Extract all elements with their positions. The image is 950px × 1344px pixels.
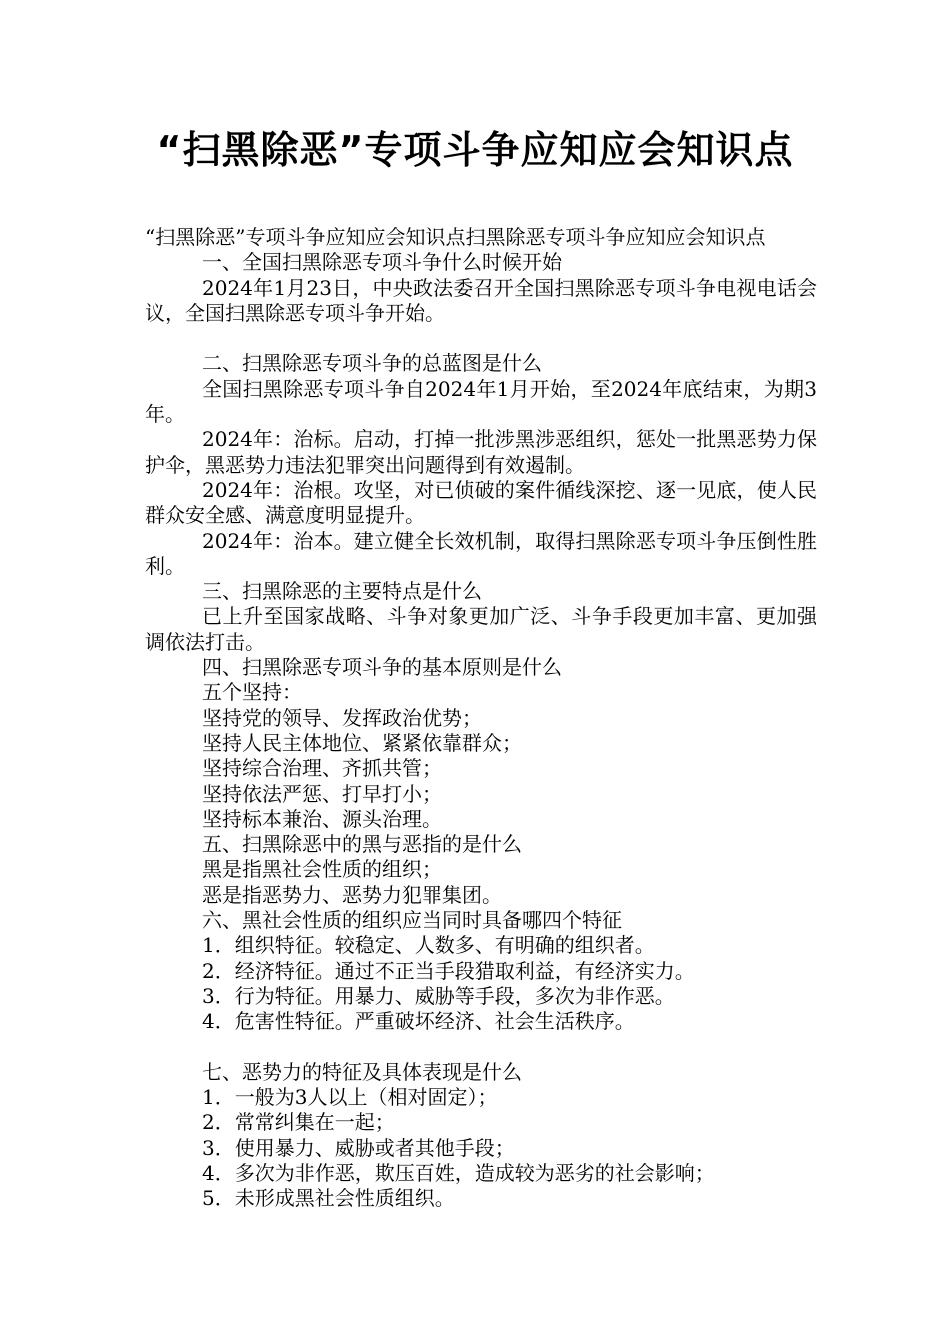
principle-item: 坚持标本兼治、源头治理。	[202, 806, 442, 831]
section-2-text: 全国扫黑除恶专项斗争自2024年1月开始，至2024年底结束，为期3年。	[145, 376, 817, 427]
section-3-text: 已上升至国家战略、斗争对象更加广泛、斗争手段更加丰富、更加强调依法打击。	[145, 604, 817, 654]
intro-paragraph: “扫黑除恶”专项斗争应知应会知识点扫黑除恶专项斗争应知应会知识点	[145, 225, 766, 249]
feature-item: 4．危害性特征。严重破坏经济、社会生活秩序。	[202, 1009, 635, 1034]
section-heading-7: 七、恶势力的特征及具体表现是什么	[202, 1059, 522, 1084]
principle-item: 坚持综合治理、齐抓共管；	[202, 756, 442, 781]
blank-line	[145, 1035, 817, 1060]
feature-item: 3．行为特征。用暴力、威胁等手段，多次为非作恶。	[202, 983, 675, 1008]
principle-item: 坚持党的领导、发挥政治优势；	[202, 705, 482, 730]
definition-item: 黑是指黑社会性质的组织；	[202, 857, 442, 882]
section-1-text: 2024年1月23日，中央政法委召开全国扫黑除恶专项斗争电视电话会议，全国扫黑除恶专项斗争开始。	[145, 275, 817, 325]
feature-item: 5．未形成黑社会性质组织。	[202, 1186, 455, 1211]
section-heading-6: 六、黑社会性质的组织应当同时具备哪四个特征	[202, 908, 622, 933]
blank-line	[145, 326, 817, 351]
section-4-intro: 五个坚持：	[202, 680, 302, 705]
section-heading-5: 五、扫黑除恶中的黑与恶指的是什么	[202, 832, 522, 857]
section-heading-3: 三、扫黑除恶的主要特点是什么	[202, 579, 482, 604]
principle-item: 坚持依法严惩、打早打小；	[202, 781, 442, 806]
section-heading-2: 二、扫黑除恶专项斗争的总蓝图是什么	[202, 351, 542, 376]
principle-item: 坚持人民主体地位、紧紧依靠群众；	[202, 730, 522, 755]
document-body	[145, 225, 817, 1212]
section-2-stage-3: 2024年：治本。建立健全长效机制，取得扫黑除恶专项斗争压倒性胜利。	[145, 528, 817, 578]
document-title: “扫黑除恶”专项斗争应知应会知识点	[156, 128, 794, 172]
feature-item: 4．多次为非作恶，欺压百姓，造成较为恶劣的社会影响；	[202, 1160, 715, 1185]
feature-item: 1．一般为3人以上（相对固定）；	[202, 1085, 498, 1110]
section-heading-1: 一、全国扫黑除恶专项斗争什么时候开始	[202, 250, 562, 275]
feature-item: 2．常常纠集在一起；	[202, 1110, 395, 1135]
section-2-stage-1: 2024年：治标。启动，打掉一批涉黑涉恶组织，惩处一批黑恶势力保护伞，黑恶势力违法犯罪突出问题得到有效遏制。	[145, 427, 817, 477]
feature-item: 3．使用暴力、威胁或者其他手段；	[202, 1135, 515, 1160]
section-2-stage-2: 2024年：治根。攻坚，对已侦破的案件循线深挖、逐一见底，使人民群众安全感、满意度明显提升。	[145, 477, 817, 528]
section-heading-4: 四、扫黑除恶专项斗争的基本原则是什么	[202, 655, 562, 680]
feature-item: 1．组织特征。较稳定、人数多、有明确的组织者。	[202, 933, 655, 958]
feature-item: 2．经济特征。通过不正当手段猎取利益，有经济实力。	[202, 958, 695, 983]
definition-item: 恶是指恶势力、恶势力犯罪集团。	[202, 882, 502, 907]
